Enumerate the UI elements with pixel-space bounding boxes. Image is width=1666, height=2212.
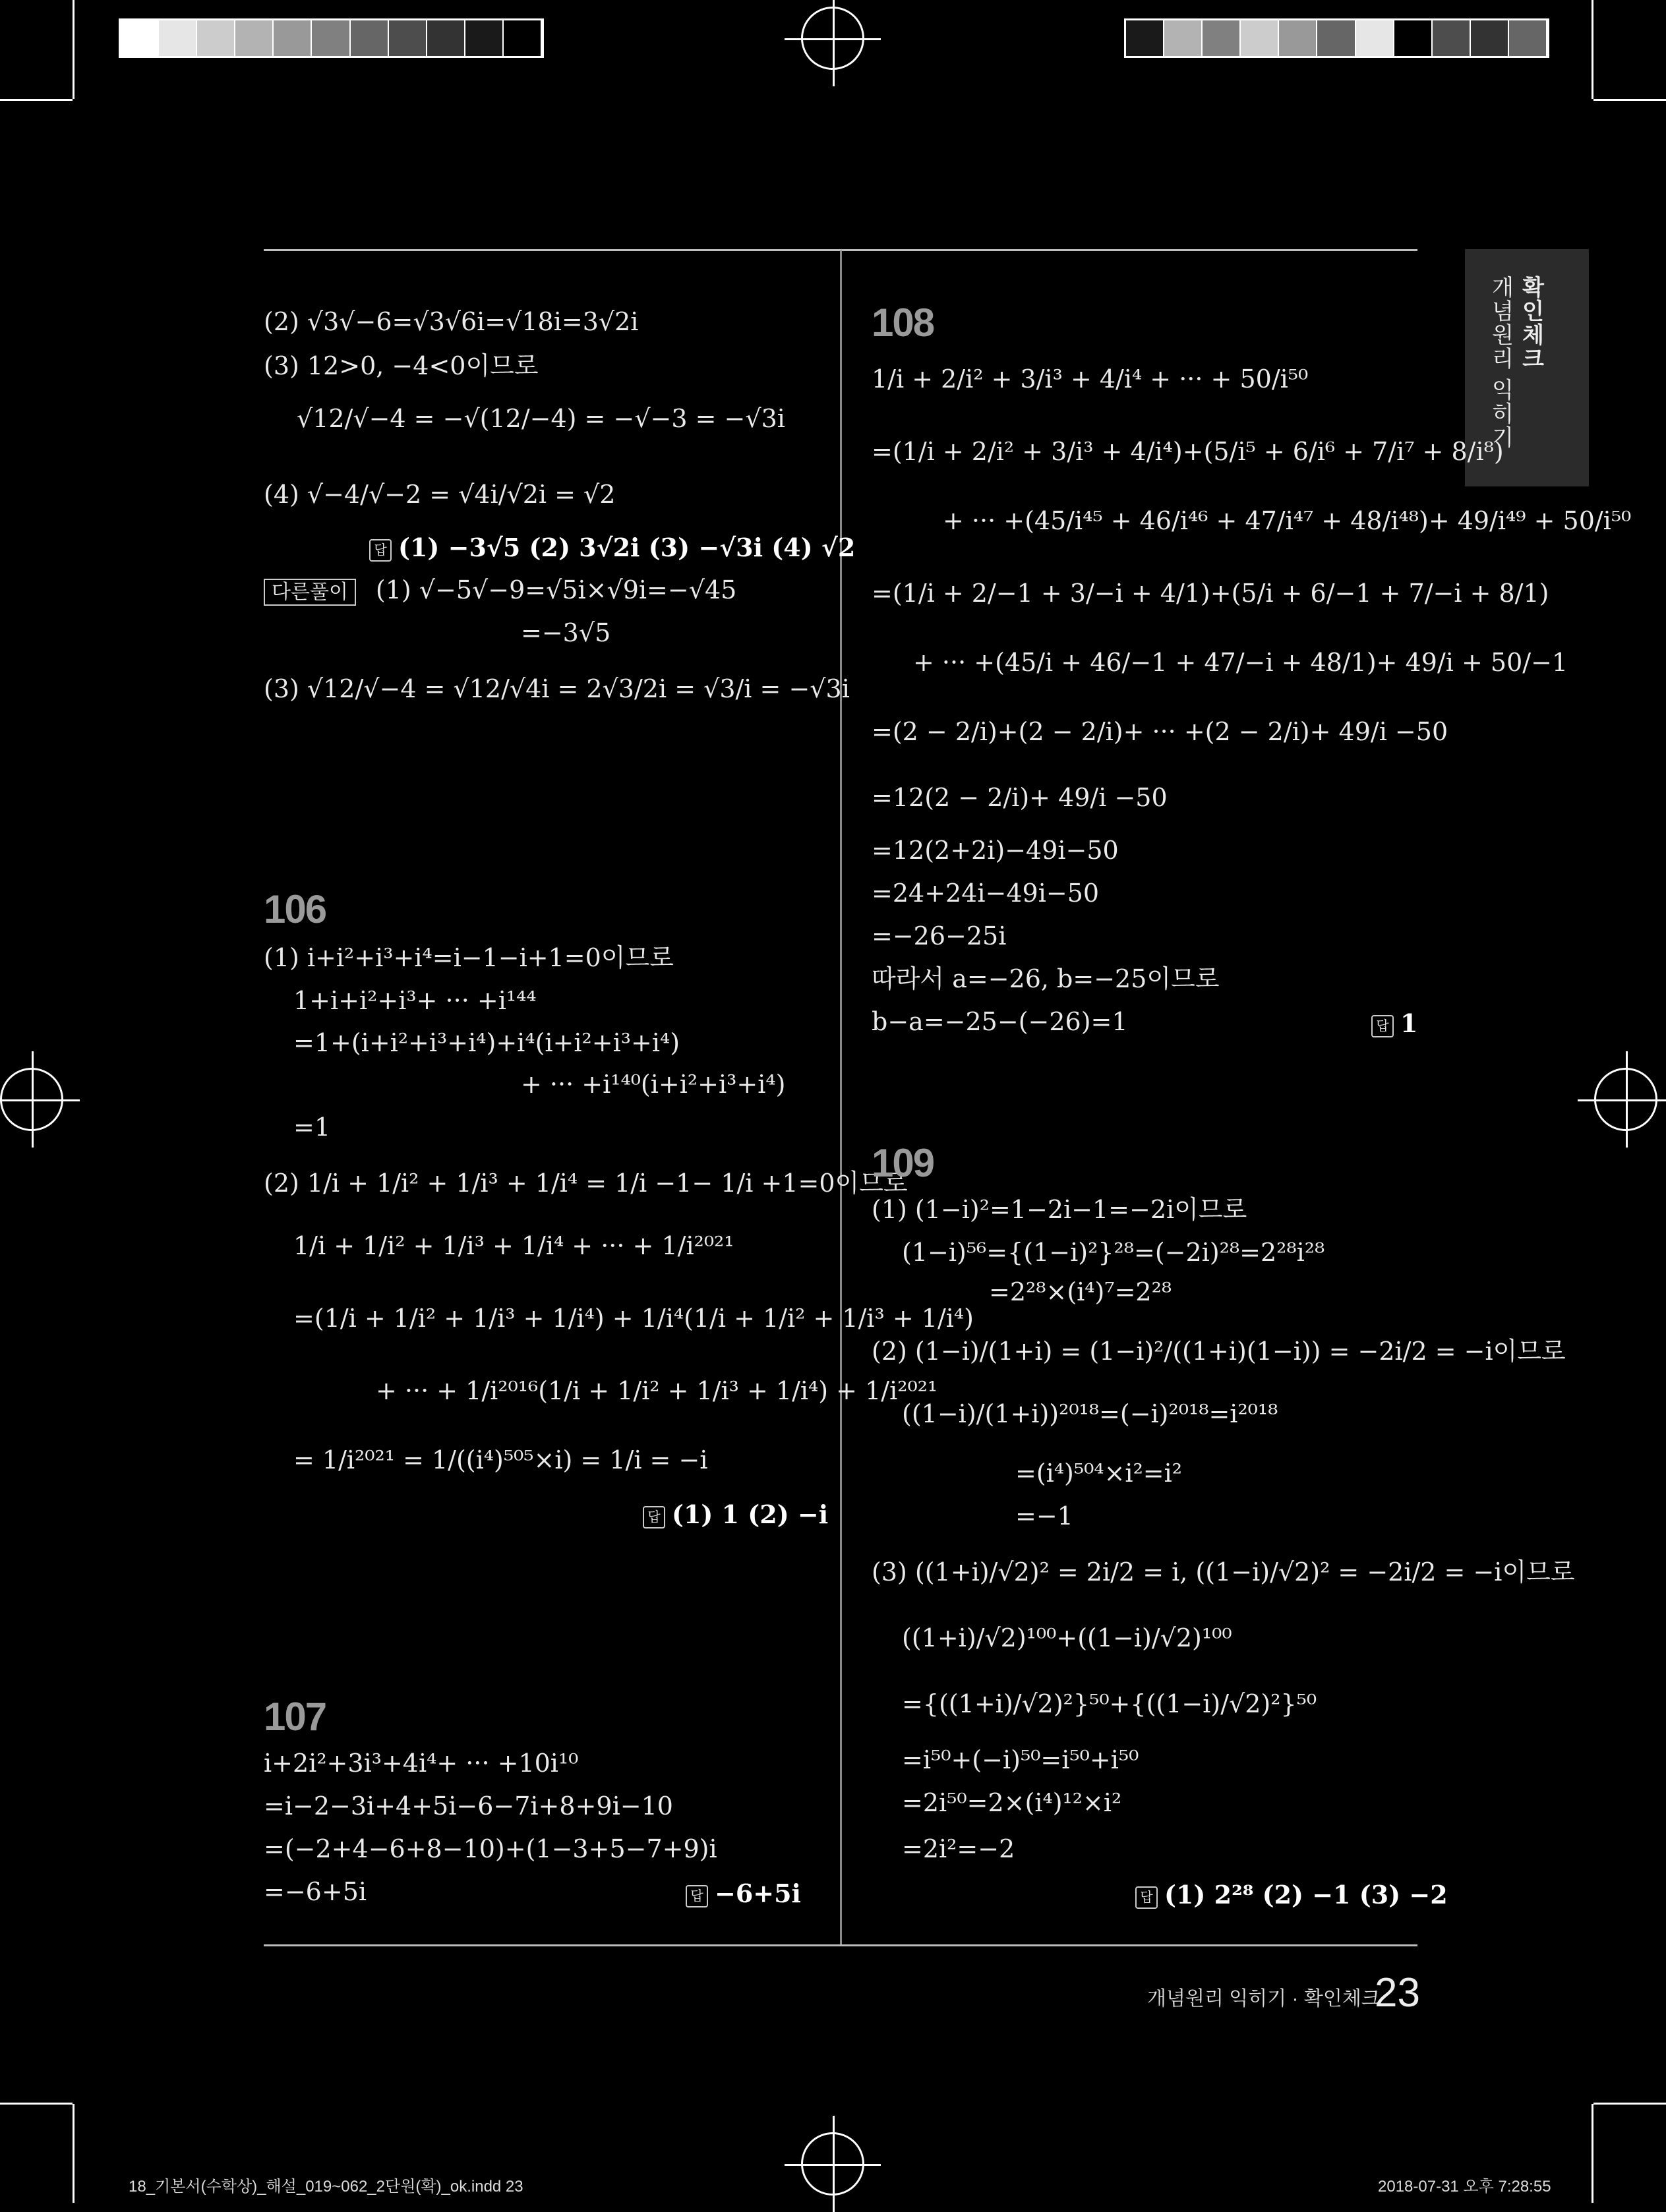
registration-mark (801, 7, 864, 70)
answer-line (643, 1499, 828, 1529)
solution-line: i+2i²+3i³+4i⁴+ ··· +10i¹⁰ (264, 1749, 579, 1778)
solution-line: (2) 1/i + 1/i² + 1/i³ + 1/i⁴ = 1/i −1− 1/i +1=0이므로 (264, 1169, 908, 1198)
color-swatch (1394, 20, 1433, 56)
color-swatch (159, 20, 197, 56)
solution-line: =(1/i + 2/−1 + 3/−i + 4/1)+(5/i + 6/−1 + 7/−i + 8/1) (872, 579, 1549, 608)
solution-line: =12(2 − 2/i)+ 49/i −50 (872, 783, 1168, 812)
bottom-rule (264, 1944, 1417, 1946)
side-tab-title: 확인체크 (1518, 276, 1543, 370)
date-slug: 2018-07-31 오후 7:28:55 (1378, 2178, 1551, 2196)
color-swatch (1356, 20, 1394, 56)
answer-text: (1) 1 (2) −i (672, 1499, 829, 1529)
solution-line: (3) √12/√−4 = √12/√4i = 2√3/2i = √3/i = −√3i (264, 674, 850, 703)
solution-line: =i−2−3i+4+5i−6−7i+8+9i−10 (264, 1791, 673, 1820)
color-swatch (1317, 20, 1355, 56)
color-swatch (1126, 20, 1164, 56)
solution-line: (2) √3√−6=√3√6i=√18i=3√2i (264, 307, 639, 336)
solution-line: =12(2+2i)−49i−50 (872, 836, 1119, 865)
solution-line: (1) (1−i)²=1−2i−1=−2i이므로 (872, 1195, 1247, 1224)
solution-line: ((1−i)/(1+i))²⁰¹⁸=(−i)²⁰¹⁸=i²⁰¹⁸ (902, 1399, 1278, 1428)
solution-line: =(i⁴)⁵⁰⁴×i²=i² (1015, 1459, 1183, 1488)
answer-badge: 답 (686, 1885, 708, 1907)
solution-line: √12/√−4 = −√(12/−4) = −√−3 = −√3i (297, 404, 785, 433)
color-swatch (427, 20, 465, 56)
solution-line: =(−2+4−6+8−10)+(1−3+5−7+9)i (264, 1834, 717, 1863)
color-swatch (197, 20, 235, 56)
color-swatch (1433, 20, 1471, 56)
solution-line: =(1/i + 1/i² + 1/i³ + 1/i⁴) + 1/i⁴(1/i + 1/i² + 1/i³ + 1/i⁴) (293, 1304, 974, 1333)
problem-number: 106 (264, 887, 326, 931)
solution-line: + ··· + 1/i²⁰¹⁶(1/i + 1/i² + 1/i³ + 1/i⁴) + 1/i²⁰²¹ (376, 1376, 938, 1405)
registration-mark (1594, 1068, 1657, 1131)
color-swatch (465, 20, 504, 56)
solution-line: (3) 12>0, −4<0이므로 (264, 351, 539, 380)
crop-mark (73, 2104, 74, 2203)
answer-text: (1) 2²⁸ (2) −1 (3) −2 (1164, 1880, 1448, 1909)
solution-line: (4) √−4/√−2 = √4i/√2i = √2 (264, 480, 616, 509)
registration-mark (801, 2132, 864, 2196)
registration-mark (0, 1068, 63, 1131)
alternative-solution (264, 577, 736, 606)
solution-line: + ··· +(45/i⁴⁵ + 46/i⁴⁶ + 47/i⁴⁷ + 48/i⁴⁸)+ 49/i⁴⁹ + 50/i⁵⁰ (943, 506, 1632, 535)
color-swatch (1241, 20, 1279, 56)
solution-line: (2) (1−i)/(1+i) = (1−i)²/((1+i)(1−i)) = −2i/2 = −i이므로 (872, 1337, 1566, 1366)
solution-line: (1) √−5√−9=√5i×√9i=−√45 (375, 575, 737, 604)
solution-line: b−a=−25−(−26)=1 (872, 1007, 1128, 1036)
color-swatch (1203, 20, 1241, 56)
color-swatch (1471, 20, 1509, 56)
crop-mark (1593, 99, 1666, 101)
crop-mark (0, 2103, 73, 2105)
solution-line: = 1/i²⁰²¹ = 1/((i⁴)⁵⁰⁵×i) = 1/i = −i (293, 1445, 708, 1474)
answer-badge: 답 (643, 1506, 665, 1528)
color-swatch (235, 20, 274, 56)
solution-line: ((1+i)/√2)¹⁰⁰+((1−i)/√2)¹⁰⁰ (902, 1623, 1232, 1652)
solution-line: =1+(i+i²+i³+i⁴)+i⁴(i+i²+i³+i⁴) (293, 1028, 680, 1057)
color-swatch (351, 20, 389, 56)
solution-line: =1 (293, 1113, 331, 1142)
answer-text: (1) −3√5 (2) 3√2i (3) −√3i (4) √2 (398, 533, 856, 562)
solution-line: =24+24i−49i−50 (872, 879, 1100, 908)
footer-section-label: 개념원리 익히기 · 확인체크 (1147, 1988, 1381, 2010)
solution-line: 1/i + 2/i² + 3/i³ + 4/i⁴ + ··· + 50/i⁵⁰ (872, 364, 1309, 393)
color-swatch (1279, 20, 1317, 56)
answer-line (369, 533, 855, 562)
column-divider (840, 250, 842, 1944)
solution-line: + ··· +(45/i + 46/−1 + 47/−i + 48/1)+ 49/i + 50/−1 (913, 648, 1568, 677)
color-swatch (312, 20, 350, 56)
solution-line: (1) i+i²+i³+i⁴=i−1−i+1=0이므로 (264, 943, 674, 972)
crop-mark (73, 0, 74, 99)
color-swatch (1509, 20, 1547, 56)
crop-mark (0, 99, 73, 101)
solution-line: 따라서 a=−26, b=−25이므로 (872, 964, 1220, 993)
solution-line: + ··· +i¹⁴⁰(i+i²+i³+i⁴) (521, 1070, 786, 1099)
solution-line: =2i²=−2 (902, 1834, 1015, 1863)
crop-mark (1592, 0, 1593, 99)
answer-line (1371, 1008, 1417, 1038)
solution-line: =(1/i + 2/i² + 3/i³ + 4/i⁴)+(5/i⁵ + 6/i⁶ + 7/i⁷ + 8/i⁸) (872, 437, 1504, 466)
color-swatch (121, 20, 159, 56)
solution-line: =2i⁵⁰=2×(i⁴)¹²×i² (902, 1788, 1122, 1817)
solution-line: =−3√5 (521, 618, 611, 647)
file-slug: 18_기본서(수학상)_해설_019~062_2단원(확)_ok.indd 23 (129, 2178, 523, 2196)
alt-solution-tag: 다른풀이 (264, 579, 356, 606)
answer-badge: 답 (1371, 1015, 1394, 1037)
problem-number: 108 (872, 301, 934, 345)
answer-badge: 답 (1135, 1886, 1158, 1909)
crop-mark (1592, 2104, 1593, 2203)
solution-line: =i⁵⁰+(−i)⁵⁰=i⁵⁰+i⁵⁰ (902, 1745, 1139, 1774)
solution-line: ={((1+i)/√2)²}⁵⁰+{((1−i)/√2)²}⁵⁰ (902, 1689, 1317, 1718)
color-bar-right (1124, 18, 1549, 58)
color-swatch (1164, 20, 1203, 56)
answer-line (686, 1878, 801, 1908)
color-swatch (504, 20, 542, 56)
color-bar-left (119, 18, 544, 58)
solution-line: =−6+5i (264, 1877, 367, 1906)
page-number: 23 (1375, 1970, 1420, 2016)
answer-line (1135, 1880, 1448, 1909)
solution-line: =(2 − 2/i)+(2 − 2/i)+ ··· +(2 − 2/i)+ 49/i −50 (872, 717, 1448, 746)
color-swatch (389, 20, 427, 56)
solution-line: =−1 (1015, 1501, 1073, 1530)
solution-line: (1−i)⁵⁶={(1−i)²}²⁸=(−2i)²⁸=2²⁸i²⁸ (902, 1238, 1325, 1267)
problem-number: 109 (872, 1141, 934, 1185)
answer-badge: 답 (369, 539, 392, 562)
solution-line: 1+i+i²+i³+ ··· +i¹⁴⁴ (293, 986, 537, 1015)
problem-number: 107 (264, 1695, 326, 1739)
side-tab-subtitle: 개념원리 익히기 (1488, 276, 1513, 450)
solution-line: =−26−25i (872, 921, 1007, 950)
color-swatch (274, 20, 312, 56)
answer-text: −6+5i (715, 1878, 801, 1908)
solution-line: 1/i + 1/i² + 1/i³ + 1/i⁴ + ··· + 1/i²⁰²¹ (293, 1231, 734, 1260)
crop-mark (1593, 2103, 1666, 2105)
solution-line: (3) ((1+i)/√2)² = 2i/2 = i, ((1−i)/√2)² = −2i/2 = −i이므로 (872, 1557, 1575, 1586)
answer-text: 1 (1400, 1008, 1418, 1038)
solution-line: =2²⁸×(i⁴)⁷=2²⁸ (989, 1277, 1172, 1306)
